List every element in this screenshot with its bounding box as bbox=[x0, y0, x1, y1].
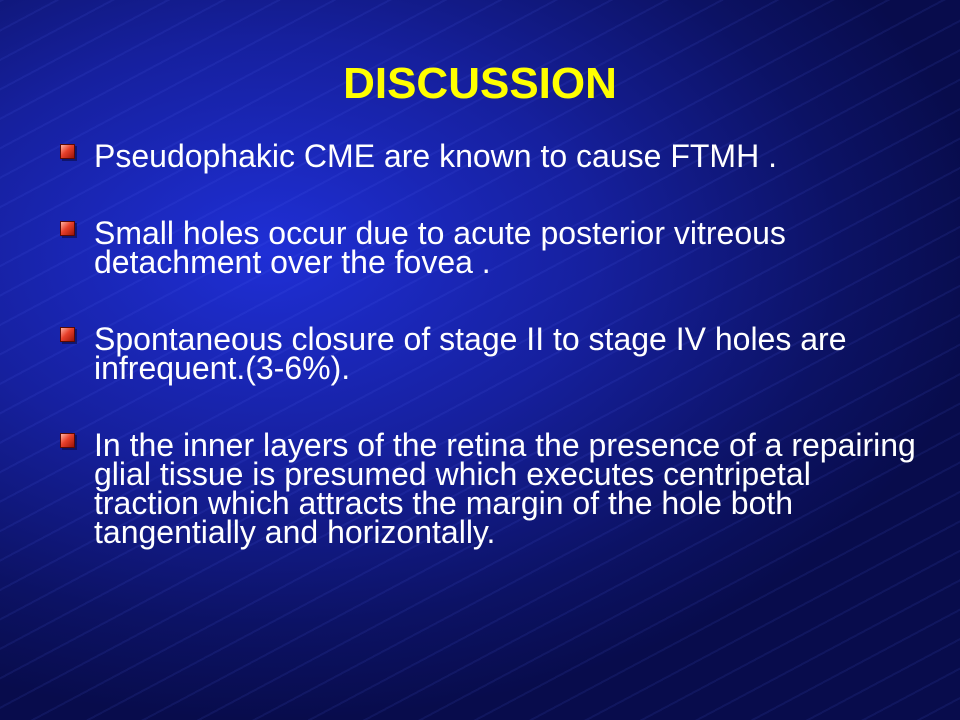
bullet-text: In the inner layers of the retina the presence of a repairing glial tissue is presumed which executes centripetal traction which attracts the margin of the hole both tangentially and horizontally. bbox=[94, 427, 916, 550]
square-bullet-icon bbox=[60, 327, 75, 342]
square-bullet-icon bbox=[60, 221, 75, 236]
bullet-item bbox=[60, 138, 920, 174]
slide-title: DISCUSSION bbox=[343, 59, 617, 108]
square-bullet-icon bbox=[60, 433, 75, 448]
square-bullet-icon bbox=[60, 144, 75, 159]
bullet-text: Spontaneous closure of stage II to stage IV holes are infrequent.(3-6%). bbox=[94, 321, 847, 386]
bullet-list bbox=[60, 138, 920, 550]
bullet-item bbox=[60, 215, 920, 280]
bullet-item bbox=[60, 321, 920, 386]
bullet-text: Small holes occur due to acute posterior vitreous detachment over the fovea . bbox=[94, 215, 786, 280]
bullet-text: Pseudophakic CME are known to cause FTMH . bbox=[94, 138, 777, 174]
bullet-item bbox=[60, 427, 920, 550]
